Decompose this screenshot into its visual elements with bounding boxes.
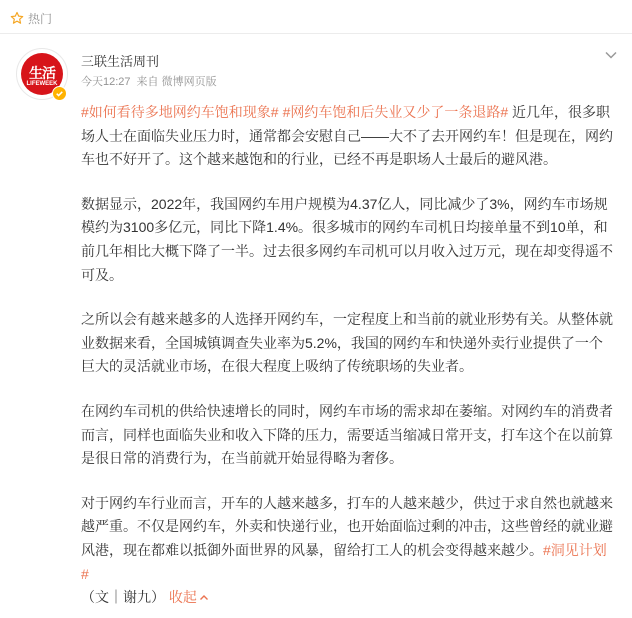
star-outline-icon bbox=[10, 11, 24, 25]
topic-link-2[interactable]: #网约车饱和后失业又少了一条退路# bbox=[282, 104, 509, 120]
post-credit: （文｜谢九） bbox=[81, 589, 165, 606]
hot-label: 热门 bbox=[28, 11, 53, 26]
paragraph-3: 之所以会有越来越多的人选择开网约车，一定程度上和当前的就业形势有关。从整体就业数据来看，全国城镇调查失业率为5.2%，我国的网约车和快递外卖行业提供了一个巨大的灵活就业市场，在很大程度上吸纳了传统职场的失业者。 bbox=[81, 311, 613, 375]
paragraph-4: 在网约车司机的供给快速增长的同时，网约车市场的需求却在萎缩。对网约车的消费者而言，同样也面临失业和收入下降的压力，需要适当缩减日常开支，打车这个在以前算是很日常的消费行为，在当前就开始显得略为奢侈。 bbox=[81, 402, 613, 467]
paragraph-1-text: 近几年，很多职场人士在面临失业压力时，通常都会安慰自己——大不了去开网约车！但是现在，网约车也不好开了。这个越来越饱和的行业，已经不再是职场人士最后的避风港。 bbox=[81, 104, 613, 168]
collapse-label: 收起 bbox=[168, 589, 197, 606]
post-meta bbox=[81, 73, 223, 89]
collapse-button[interactable] bbox=[169, 589, 209, 605]
divider bbox=[0, 33, 632, 34]
chevron-up-icon bbox=[199, 593, 209, 603]
paragraph-1 bbox=[81, 101, 613, 172]
post-time[interactable]: 今天12:27 bbox=[81, 76, 131, 88]
topic-link-3[interactable]: #洞见计划# bbox=[81, 541, 607, 582]
author-name[interactable]: 三联生活周刊 bbox=[81, 54, 160, 69]
paragraph-5 bbox=[81, 492, 613, 610]
avatar-subtext: LIFEWEEK bbox=[26, 81, 58, 87]
post-source: 来自 微博网页版 bbox=[136, 76, 217, 88]
post-content bbox=[81, 101, 613, 610]
hot-section-header bbox=[10, 8, 52, 28]
verified-badge-icon bbox=[52, 86, 67, 101]
paragraph-5-text: 对于网约车行业而言，开车的人越来越多，打车的人越来越少，供过于求自然也就越来越严重。不仅是网约车，外卖和快递行业，也开始面临过剩的冲击，这些曾经的就业避风港，现在都难以抵御外面世界的风暴，留给打工人的机会变得越来越少。 bbox=[81, 494, 613, 558]
avatar-text: 生活 bbox=[29, 65, 55, 81]
paragraph-2: 数据显示，2022年，我国网约车用户规模为4.37亿人，同比减少了3%，网约车市场规模约为3100多亿元，同比下降1.4%。很多城市的网约车司机日均接单量不到10单，和前几年相比大概下降了一半。过去很多网约车司机可以月收入过万元，现在却变得遥不可及。 bbox=[81, 195, 613, 283]
topic-link-1[interactable]: #如何看待多地网约车饱和现象# bbox=[81, 104, 279, 120]
chevron-down-icon[interactable] bbox=[604, 48, 618, 62]
